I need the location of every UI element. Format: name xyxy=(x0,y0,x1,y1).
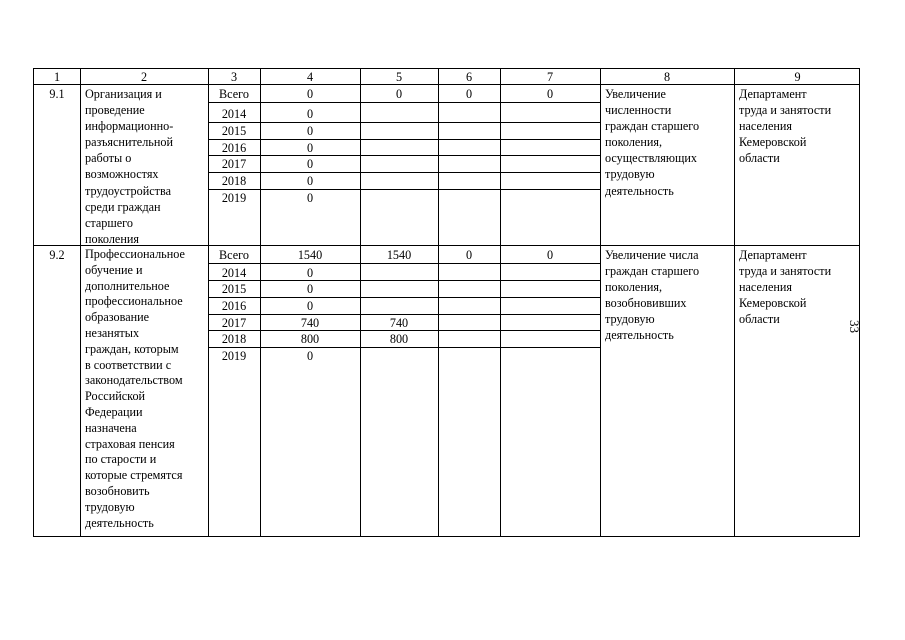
value-col7: 0 xyxy=(546,87,554,101)
value-col4: 0 xyxy=(306,141,314,155)
value-col6: 0 xyxy=(465,87,473,101)
value-col4: 0 xyxy=(306,191,314,205)
row-title: Профессиональное обучение и дополнительное профессиональное образование незанятых граждан, которым в соответствии с законодательством Российской Федерации назначена страховая пенсия по старости и которые стремятся возобновить трудовую деятельность xyxy=(85,247,185,530)
value-col5: 0 xyxy=(395,87,403,101)
executor: Департамент труда и занятости населения Кемеровской области xyxy=(739,248,832,327)
year-label: 2019 xyxy=(221,349,247,363)
col-divider xyxy=(438,245,439,536)
col-divider xyxy=(500,85,501,245)
expected-result: Увеличение числа граждан старшего поколения, возобновивших трудовую деятельность xyxy=(605,248,700,343)
year-label: 2016 xyxy=(221,141,247,155)
subrow-divider xyxy=(208,263,600,264)
value-col4: 0 xyxy=(306,174,314,188)
value-col5: 800 xyxy=(389,332,409,346)
value-col4: 0 xyxy=(306,299,314,313)
year-label: 2014 xyxy=(221,107,247,121)
value-col4: 740 xyxy=(300,316,320,330)
col-divider xyxy=(260,69,261,84)
col-divider xyxy=(80,69,81,536)
header-col-6: 6 xyxy=(465,70,473,84)
value-col4: 0 xyxy=(306,282,314,296)
data-table xyxy=(33,68,860,537)
year-label: 2014 xyxy=(221,266,247,280)
value-col4: 0 xyxy=(306,87,314,101)
expected-result: Увеличение численности граждан старшего поколения, осуществляющих трудовую деятельность xyxy=(605,87,700,198)
header-col-5: 5 xyxy=(395,70,403,84)
row-number: 9.1 xyxy=(49,87,65,101)
year-label: Всего xyxy=(219,87,249,101)
value-col4: 0 xyxy=(306,107,314,121)
value-col4: 1540 xyxy=(297,248,323,262)
header-col-3: 3 xyxy=(230,70,238,84)
col-divider xyxy=(360,85,361,245)
value-col6: 0 xyxy=(465,248,473,262)
year-label: 2017 xyxy=(221,316,247,330)
col-divider xyxy=(438,69,439,84)
page-number: 33 xyxy=(847,320,862,333)
subrow-divider xyxy=(208,102,600,103)
col-divider xyxy=(438,85,439,245)
year-label: 2015 xyxy=(221,282,247,296)
header-col-4: 4 xyxy=(306,70,314,84)
year-label: 2018 xyxy=(221,332,247,346)
col-divider xyxy=(500,69,501,84)
year-label: 2018 xyxy=(221,174,247,188)
header-col-7: 7 xyxy=(546,70,554,84)
header-col-8: 8 xyxy=(663,70,671,84)
value-col5: 740 xyxy=(389,316,409,330)
col-divider xyxy=(734,69,735,536)
row-title: Организация и проведение информационно- разъяснительной работы о возможностях трудоустройства среди граждан старшего поколения xyxy=(85,87,174,246)
value-col5: 1540 xyxy=(386,248,412,262)
col-divider xyxy=(500,245,501,536)
header-col-2: 2 xyxy=(140,70,148,84)
value-col4: 0 xyxy=(306,349,314,363)
value-col7: 0 xyxy=(546,248,554,262)
value-col4: 0 xyxy=(306,157,314,171)
value-col4: 0 xyxy=(306,124,314,138)
year-label: 2019 xyxy=(221,191,247,205)
year-label: Всего xyxy=(219,248,249,262)
col-divider xyxy=(360,245,361,536)
col-divider xyxy=(600,69,601,536)
year-label: 2015 xyxy=(221,124,247,138)
year-label: 2016 xyxy=(221,299,247,313)
col-divider xyxy=(360,69,361,84)
year-label: 2017 xyxy=(221,157,247,171)
header-col-1: 1 xyxy=(53,70,61,84)
row-number: 9.2 xyxy=(49,248,65,262)
header-col-9: 9 xyxy=(794,70,801,84)
value-col4: 800 xyxy=(300,332,320,346)
value-col4: 0 xyxy=(306,266,314,280)
executor: Департамент труда и занятости населения Кемеровской области xyxy=(739,87,832,166)
